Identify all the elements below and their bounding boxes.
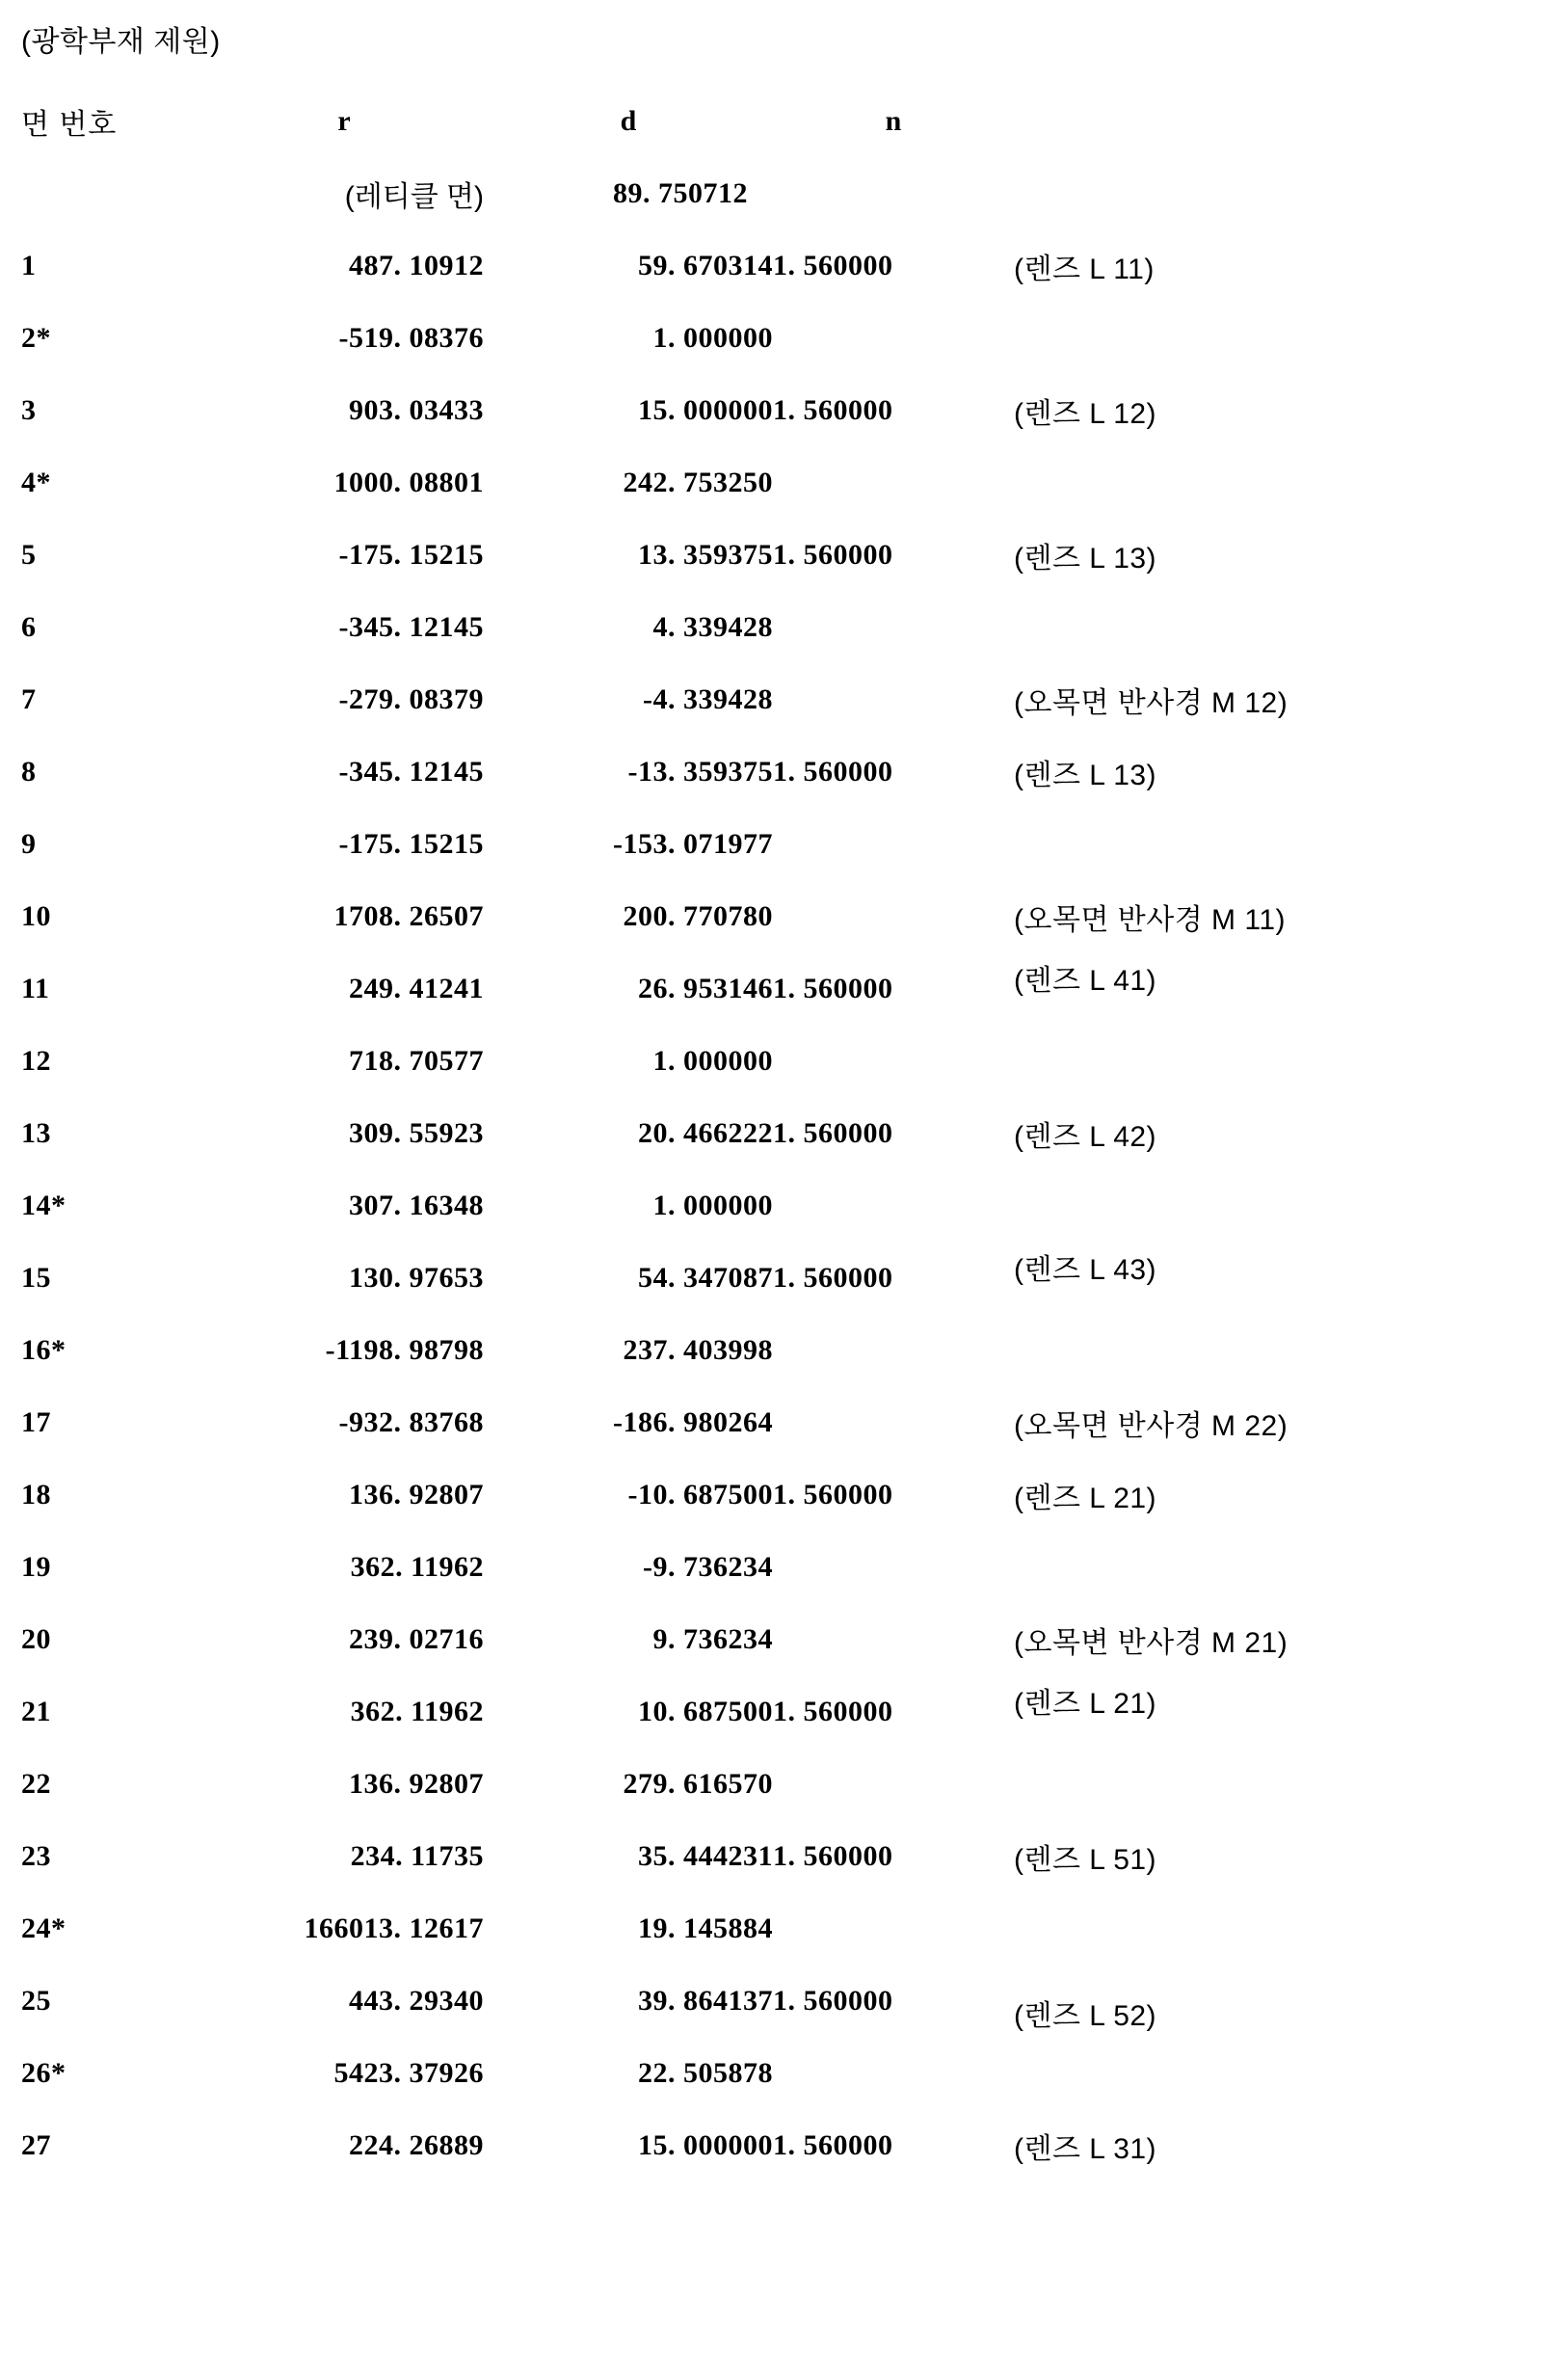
cell-distance: 19. 145884	[638, 1912, 773, 1944]
cell-note: (렌즈 L 12)	[1014, 397, 1157, 430]
cell-note	[1014, 1892, 1505, 1965]
reticle-row-label: (레티클 면)	[344, 180, 484, 213]
cell-note	[1014, 591, 1505, 663]
cell-radius: 239. 02716	[349, 1622, 484, 1655]
cell-surface-no: 11	[21, 972, 50, 1004]
table-row	[21, 1025, 1505, 1097]
cell-surface-no: 12	[21, 1044, 51, 1077]
cell-refractive-index	[773, 446, 1014, 519]
cell-surface-no: 4*	[21, 466, 51, 498]
cell-refractive-index	[773, 1531, 1014, 1603]
cell-note: (오목면 반사경 M 11)	[1014, 903, 1286, 936]
cell-refractive-index	[773, 302, 1014, 374]
cell-radius: -932. 83768	[338, 1405, 484, 1438]
cell-surface-no: 8	[21, 755, 37, 788]
cell-refractive-index: 1. 560000	[773, 393, 893, 426]
cell-distance: 15. 000000	[638, 2128, 773, 2161]
table-row	[21, 952, 1505, 1025]
cell-distance: 4. 339428	[652, 610, 773, 643]
cell-refractive-index	[773, 1025, 1014, 1097]
cell-surface-no: 10	[21, 899, 51, 932]
cell-distance: 22. 505878	[638, 2056, 773, 2089]
cell-radius: 309. 55923	[349, 1116, 484, 1149]
table-header-row	[21, 85, 1505, 157]
cell-radius: -1198. 98798	[325, 1333, 484, 1366]
cell-refractive-index: 1. 560000	[773, 1839, 893, 1872]
table-row	[21, 591, 1505, 663]
cell-surface-no: 20	[21, 1622, 51, 1655]
cell-refractive-index: 1. 560000	[773, 2128, 893, 2161]
cell-refractive-index	[773, 1169, 1014, 1242]
table-row	[21, 1531, 1505, 1603]
cell-distance: -9. 736234	[643, 1550, 773, 1583]
cell-radius: 5423. 37926	[333, 2056, 484, 2089]
cell-radius: 130. 97653	[349, 1261, 484, 1294]
cell-radius: -175. 15215	[338, 538, 484, 571]
table-row	[21, 446, 1505, 519]
cell-surface-no: 13	[21, 1116, 51, 1149]
cell-note	[1014, 1748, 1505, 1820]
cell-surface-no: 9	[21, 827, 37, 860]
cell-note: (렌즈 L 13)	[1014, 542, 1157, 575]
optical-element-table	[21, 85, 1505, 2181]
cell-distance: 279. 616570	[623, 1767, 773, 1800]
cell-surface-no: 25	[21, 1984, 51, 2017]
cell-note	[1014, 302, 1505, 374]
table-row	[21, 1242, 1505, 1314]
cell-surface-no: 21	[21, 1695, 51, 1727]
cell-radius: -175. 15215	[338, 827, 484, 860]
cell-radius: 443. 29340	[349, 1984, 484, 2017]
table-row	[21, 229, 1505, 302]
cell-note: (렌즈 L 42)	[1014, 1120, 1157, 1153]
cell-note: (오목면 반사경 M 22)	[1014, 1409, 1289, 1442]
table-row	[21, 2109, 1505, 2181]
cell-note	[1014, 808, 1505, 880]
cell-note	[1014, 1025, 1505, 1097]
cell-distance: -153. 071977	[613, 827, 773, 860]
table-row	[21, 1097, 1505, 1169]
table-row	[21, 1314, 1505, 1386]
cell-distance: 9. 736234	[652, 1622, 773, 1655]
table-row	[21, 1386, 1505, 1458]
reticle-row-n	[773, 157, 1014, 229]
cell-surface-no: 22	[21, 1767, 51, 1800]
cell-radius: 136. 92807	[349, 1767, 484, 1800]
cell-radius: 136. 92807	[349, 1478, 484, 1511]
cell-note: (렌즈 L 43)	[1014, 1253, 1157, 1286]
cell-surface-no: 24*	[21, 1912, 66, 1944]
cell-refractive-index: 1. 560000	[773, 538, 893, 571]
cell-surface-no: 16*	[21, 1333, 66, 1366]
cell-radius: 362. 11962	[350, 1550, 484, 1583]
cell-refractive-index	[773, 1386, 1014, 1458]
cell-distance: 1. 000000	[652, 321, 773, 354]
table-caption: (광학부재 제원)	[21, 26, 221, 58]
cell-note: (렌즈 L 11)	[1014, 253, 1155, 285]
cell-distance: 35. 444231	[638, 1839, 773, 1872]
cell-refractive-index: 1. 560000	[773, 249, 893, 281]
cell-refractive-index	[773, 1314, 1014, 1386]
table-row-reticle	[21, 157, 1505, 229]
cell-radius: -345. 12145	[338, 755, 484, 788]
cell-surface-no: 26*	[21, 2056, 66, 2089]
table-row	[21, 1748, 1505, 1820]
table-row	[21, 1892, 1505, 1965]
table-row	[21, 374, 1505, 446]
cell-radius: 307. 16348	[349, 1189, 484, 1221]
cell-refractive-index	[773, 1748, 1014, 1820]
cell-surface-no: 19	[21, 1550, 51, 1583]
cell-surface-no: 17	[21, 1405, 51, 1438]
cell-note: (렌즈 L 51)	[1014, 1843, 1157, 1876]
cell-surface-no: 5	[21, 538, 37, 571]
cell-surface-no: 18	[21, 1478, 51, 1511]
cell-refractive-index	[773, 2037, 1014, 2109]
reticle-row-d: 89. 750712	[613, 176, 748, 209]
cell-note: (렌즈 L 21)	[1014, 1687, 1157, 1720]
cell-distance: 237. 403998	[623, 1333, 773, 1366]
cell-radius: 362. 11962	[350, 1695, 484, 1727]
cell-note: (오목면 반사경 M 12)	[1014, 686, 1289, 719]
cell-distance: 13. 359375	[638, 538, 773, 571]
cell-note	[1014, 1531, 1505, 1603]
cell-refractive-index: 1. 560000	[773, 1261, 893, 1294]
table-row	[21, 663, 1505, 735]
table-row	[21, 519, 1505, 591]
cell-distance: -10. 687500	[627, 1478, 773, 1511]
cell-distance: 26. 953146	[638, 972, 773, 1004]
cell-surface-no: 14*	[21, 1189, 66, 1221]
cell-distance: 1. 000000	[652, 1189, 773, 1221]
cell-radius: 224. 26889	[349, 2128, 484, 2161]
cell-radius: 1708. 26507	[333, 899, 484, 932]
cell-radius: 166013. 12617	[304, 1912, 484, 1944]
cell-distance: 15. 000000	[638, 393, 773, 426]
cell-distance: -186. 980264	[613, 1405, 773, 1438]
cell-refractive-index	[773, 663, 1014, 735]
cell-surface-no: 23	[21, 1839, 51, 1872]
table-row	[21, 1965, 1505, 2037]
table-row	[21, 302, 1505, 374]
cell-radius: 718. 70577	[349, 1044, 484, 1077]
cell-surface-no: 27	[21, 2128, 51, 2161]
cell-refractive-index	[773, 880, 1014, 952]
table-row	[21, 808, 1505, 880]
cell-radius: 234. 11735	[350, 1839, 484, 1872]
cell-refractive-index	[773, 591, 1014, 663]
cell-refractive-index	[773, 1892, 1014, 1965]
table-row	[21, 1820, 1505, 1892]
cell-note: (렌즈 L 21)	[1014, 1482, 1157, 1514]
column-header-surface-no: 면 번호	[21, 108, 118, 141]
cell-note	[1014, 1314, 1505, 1386]
cell-distance: 242. 753250	[623, 466, 773, 498]
cell-note	[1014, 446, 1505, 519]
cell-distance: 59. 670314	[638, 249, 773, 281]
cell-surface-no: 1	[21, 249, 37, 281]
cell-refractive-index: 1. 560000	[773, 1478, 893, 1511]
cell-refractive-index: 1. 560000	[773, 1984, 893, 2017]
cell-refractive-index: 1. 560000	[773, 1695, 893, 1727]
cell-refractive-index	[773, 808, 1014, 880]
cell-distance: 54. 347087	[638, 1261, 773, 1294]
cell-radius: 249. 41241	[349, 972, 484, 1004]
cell-refractive-index	[773, 1603, 1014, 1675]
cell-refractive-index: 1. 560000	[773, 972, 893, 1004]
cell-distance: 1. 000000	[652, 1044, 773, 1077]
column-header-r: r	[337, 104, 351, 137]
cell-surface-no: 7	[21, 682, 37, 715]
column-header-note	[1014, 85, 1505, 157]
cell-note: (렌즈 L 52)	[1014, 1999, 1157, 2032]
cell-refractive-index: 1. 560000	[773, 1116, 893, 1149]
cell-surface-no: 6	[21, 610, 37, 643]
cell-radius: -519. 08376	[338, 321, 484, 354]
table-header	[21, 85, 1505, 157]
cell-distance: -13. 359375	[627, 755, 773, 788]
cell-radius: 903. 03433	[349, 393, 484, 426]
cell-refractive-index: 1. 560000	[773, 755, 893, 788]
cell-note: (렌즈 L 41)	[1014, 964, 1157, 997]
table-row	[21, 1675, 1505, 1748]
cell-note: (렌즈 L 31)	[1014, 2132, 1157, 2165]
cell-surface-no: 15	[21, 1261, 51, 1294]
column-header-d: d	[620, 104, 637, 137]
cell-note: (렌즈 L 13)	[1014, 759, 1157, 791]
table-row	[21, 1458, 1505, 1531]
cell-distance: -4. 339428	[643, 682, 773, 715]
cell-distance: 39. 864137	[638, 1984, 773, 2017]
cell-distance: 200. 770780	[623, 899, 773, 932]
cell-distance: 10. 687500	[638, 1695, 773, 1727]
table-body	[21, 157, 1505, 2181]
cell-radius: -345. 12145	[338, 610, 484, 643]
cell-note: (오목변 반사경 M 21)	[1014, 1626, 1289, 1659]
reticle-row-note	[1014, 157, 1505, 229]
cell-surface-no: 2*	[21, 321, 51, 354]
cell-radius: -279. 08379	[338, 682, 484, 715]
cell-surface-no: 3	[21, 393, 37, 426]
reticle-row-no	[21, 157, 204, 229]
table-row	[21, 735, 1505, 808]
cell-radius: 1000. 08801	[333, 466, 484, 498]
column-header-n: n	[885, 104, 902, 137]
cell-radius: 487. 10912	[349, 249, 484, 281]
cell-distance: 20. 466222	[638, 1116, 773, 1149]
